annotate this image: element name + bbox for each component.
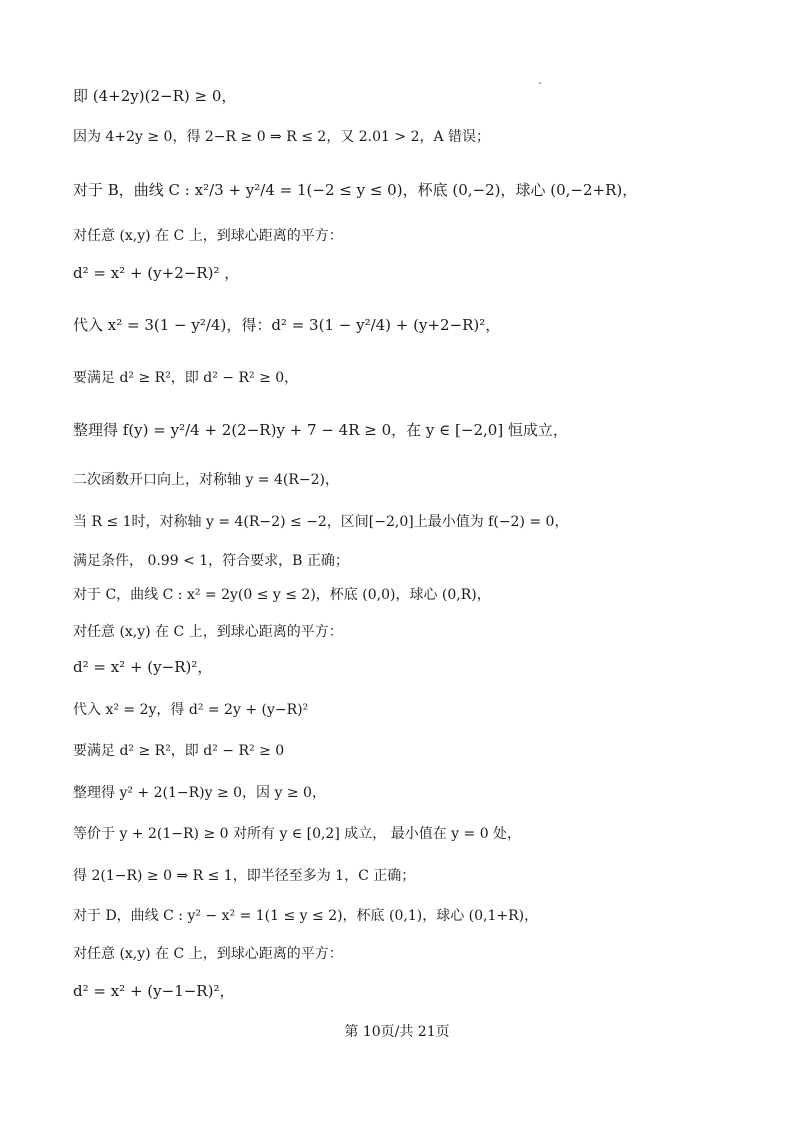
text-line-5: d² = x² + (y+2−R)² ， [73,264,240,282]
text-line-14: d² = x² + (y−R)²， [73,658,213,676]
text-line-15: 代入 x² = 2y，得 d² = 2y + (y−R)² [73,702,309,718]
text-line-13: 对任意 (x,y) 在 C 上，到球心距离的平方： [73,624,343,640]
text-line-1: 即 (4+2y)(2−R) ≥ 0， [73,87,237,105]
text-line-7: 要满足 d² ≥ R²，即 d² − R² ≥ 0， [73,370,299,386]
text-line-11: 满足条件， 0.99 < 1，符合要求，B 正确； [73,553,349,569]
text-line-20: 对于 D，曲线 C : y² − x² = 1(1 ≤ y ≤ 2)，杯底 (0,1)，球心 (0,1+R)， [73,908,539,924]
text-line-19: 得 2(1−R) ≥ 0 ⇒ R ≤ 1，即半径至多为 1，C 正确； [73,868,416,884]
text-line-9: 二次函数开口向上，对称轴 y = 4(R−2)， [73,472,339,488]
text-line-18: 等价于 y + 2(1−R) ≥ 0 对所有 y ∈ [0,2] 成立， 最小值在 y = 0 处， [73,826,522,842]
text-line-22: d² = x² + (y−1−R)²， [73,982,235,1000]
text-line-10: 当 R ≤ 1时，对称轴 y = 4(R−2) ≤ −2，区间[−2,0]上最小值为 f(−2) = 0， [73,514,569,530]
text-line-16: 要满足 d² ≥ R²，即 d² − R² ≥ 0 [73,743,285,759]
text-line-8: 整理得 f(y) = y²/4 + 2(2−R)y + 7 − 4R ≥ 0，在 y ∈ [−2,0] 恒成立， [73,421,568,439]
page-number-footer: 第 10页/共 21页 [344,1024,450,1040]
text-line-6: 代入 x² = 3(1 − y²/4)，得：d² = 3(1 − y²/4) + (y+2−R)²， [73,316,501,334]
scan-speck [539,82,541,84]
text-line-12: 对于 C，曲线 C : x² = 2y(0 ≤ y ≤ 2)，杯底 (0,0)，球心 (0,R)， [73,587,491,603]
text-line-2: 因为 4+2y ≥ 0，得 2−R ≥ 0 ⇒ R ≤ 2，又 2.01 > 2，A 错误； [73,129,491,145]
text-line-4: 对任意 (x,y) 在 C 上，到球心距离的平方： [73,228,343,244]
text-line-3: 对于 B，曲线 C : x²/3 + y²/4 = 1(−2 ≤ y ≤ 0)，杯底 (0,−2)，球心 (0,−2+R)， [73,181,638,199]
text-line-17: 整理得 y² + 2(1−R)y ≥ 0，因 y ≥ 0， [73,785,326,801]
text-line-21: 对任意 (x,y) 在 C 上，到球心距离的平方： [73,946,343,962]
